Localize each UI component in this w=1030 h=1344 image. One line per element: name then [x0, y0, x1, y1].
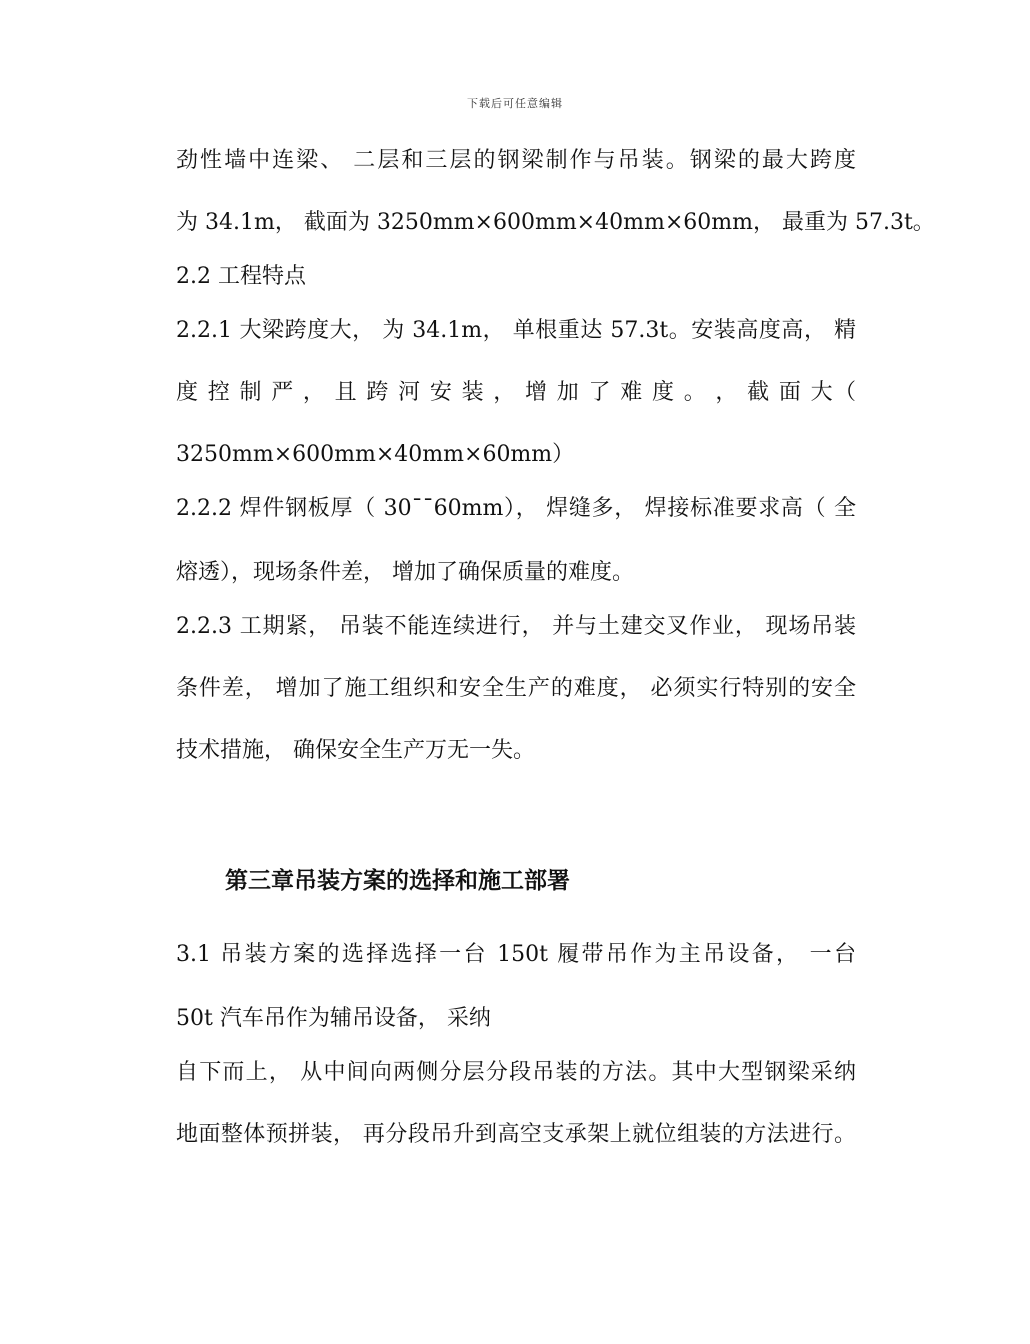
section-heading-2-2: 2.2 工程特点	[176, 264, 306, 289]
section-line-3: 自下而上， 从中间向两侧分层分段吊装的方法。其中大型钢梁采纳	[176, 1060, 856, 1085]
body-line-5: 度 控 制 严 ， 且 跨 河 安 装 ， 增 加 了 难 度 。 ， 截 面 大（	[176, 380, 856, 405]
body-line-6: 3250mm×600mm×40mm×60mm）	[176, 442, 575, 467]
chapter-title: 第三章吊装方案的选择和施工部署	[225, 868, 570, 894]
section-line-2: 50t 汽车吊作为辅吊设备， 采纳	[176, 1006, 491, 1031]
section-line-1: 3.1 吊装方案的选择选择一台 150t 履带吊作为主吊设备， 一台	[176, 942, 856, 967]
body-line-10: 条件差， 增加了施工组织和安全生产的难度， 必须实行特别的安全	[176, 676, 856, 701]
section-line-4: 地面整体预拼装， 再分段吊升到高空支承架上就位组装的方法进行。	[176, 1122, 856, 1147]
page-header-note: 下载后可任意编辑	[467, 97, 563, 110]
body-line-11: 技术措施， 确保安全生产万无一失。	[176, 738, 535, 763]
body-line-7: 2.2.2 焊件钢板厚（ 30¯¯60mm）， 焊缝多， 焊接标准要求高（ 全	[176, 496, 856, 521]
body-line-1: 劲性墙中连梁、 二层和三层的钢梁制作与吊装。钢梁的最大跨度	[176, 148, 856, 173]
body-line-2: 为 34.1m， 截面为 3250mm×600mm×40mm×60mm， 最重为 57.3t。	[176, 210, 935, 235]
body-line-8: 熔透），现场条件差， 增加了确保质量的难度。	[176, 560, 634, 585]
body-line-4: 2.2.1 大梁跨度大， 为 34.1m， 单根重达 57.3t。安装高度高， 精	[176, 318, 856, 343]
body-line-9: 2.2.3 工期紧， 吊装不能连续进行， 并与土建交叉作业， 现场吊装	[176, 614, 856, 639]
